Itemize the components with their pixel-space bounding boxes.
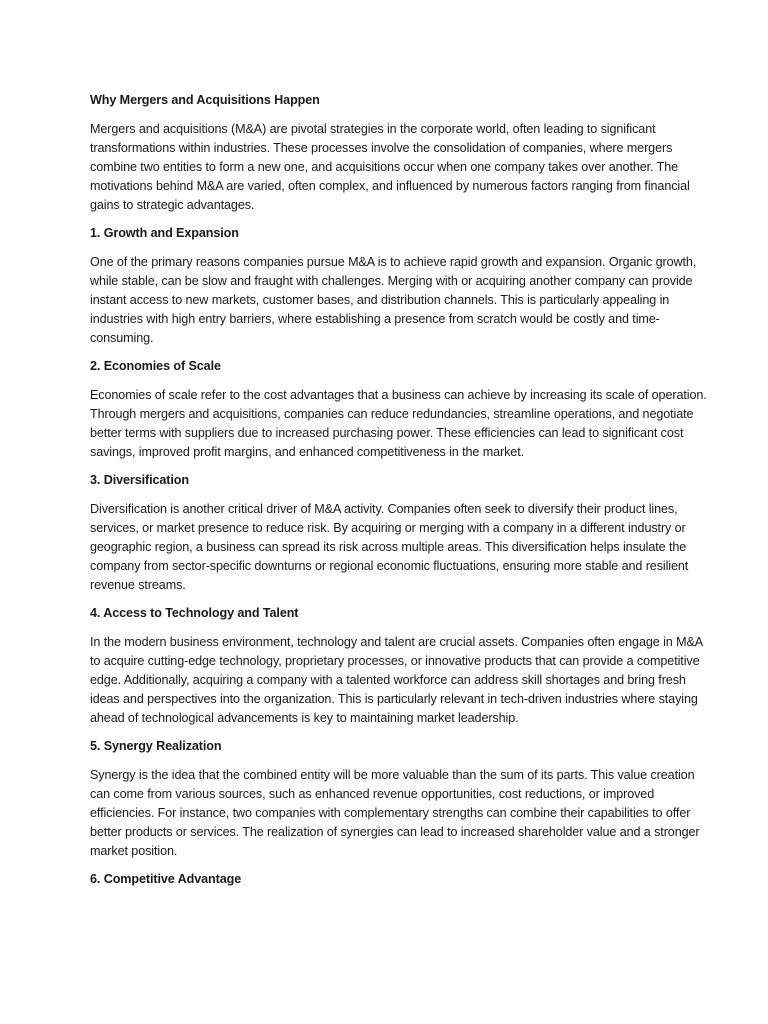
section-body: One of the primary reasons companies pursue M&A is to achieve rapid growth and expansion. Organic growth, while stable, can be slow and fraught with challenges. Merging with or acquiring another company can provide instant access to new markets, customer bases, and distribution channels. This is particularly appealing in industries with high entry barriers, where establishing a presence from scratch would be costly and time-consuming. bbox=[90, 255, 697, 345]
section-heading: 1. Growth and Expansion bbox=[90, 226, 239, 240]
section-heading: 5. Synergy Realization bbox=[90, 739, 222, 753]
section-diversification bbox=[90, 471, 708, 595]
section-growth-expansion bbox=[90, 224, 708, 348]
section-heading: 3. Diversification bbox=[90, 473, 189, 487]
section-body: Economies of scale refer to the cost advantages that a business can achieve by increasing its scale of operation. Through mergers and acquisitions, companies can reduce redundancies, streamline operations, and negotiate better terms with suppliers due to increased purchasing power. These efficiencies can lead to significant cost savings, improved profit margins, and enhanced competitiveness in the market. bbox=[90, 388, 707, 459]
section-heading: 2. Economies of Scale bbox=[90, 359, 221, 373]
section-technology-talent bbox=[90, 604, 708, 728]
section-body: In the modern business environment, technology and talent are crucial assets. Companies often engage in M&A to acquire cutting-edge technology, proprietary processes, or innovative products that can provide a competitive edge. Additionally, acquiring a company with a talented workforce can address skill shortages and bring fresh ideas and perspectives into the organization. This is particularly relevant in tech-driven industries where staying ahead of technological advancements is key to maintaining market leadership. bbox=[90, 635, 703, 725]
section-heading: 6. Competitive Advantage bbox=[90, 872, 242, 886]
section-synergy-realization bbox=[90, 737, 708, 861]
section-heading: 4. Access to Technology and Talent bbox=[90, 606, 299, 620]
document-title: Why Mergers and Acquisitions Happen bbox=[90, 93, 320, 107]
intro-paragraph: Mergers and acquisitions (M&A) are pivotal strategies in the corporate world, often leading to significant transformations within industries. These processes involve the consolidation of companies, where mergers combine two entities to form a new one, and acquisitions occur when one company takes over another. The motivations behind M&A are varied, often complex, and influenced by numerous factors ranging from financial gains to strategic advantages. bbox=[90, 122, 690, 212]
section-body: Synergy is the idea that the combined entity will be more valuable than the sum of its parts. This value creation can come from various sources, such as enhanced revenue opportunities, cost reductions, or improved efficiencies. For instance, two companies with complementary strengths can combine their capabilities to offer better products or services. The realization of synergies can lead to increased shareholder value and a stronger market position. bbox=[90, 768, 700, 858]
section-body: Diversification is another critical driver of M&A activity. Companies often seek to diversify their product lines, services, or market presence to reduce risk. By acquiring or merging with a company in a different industry or geographic region, a business can spread its risk across multiple areas. This diversification helps insulate the company from sector-specific downturns or regional economic fluctuations, ensuring more stable and resilient revenue streams. bbox=[90, 502, 689, 592]
section-competitive-advantage bbox=[90, 870, 708, 889]
section-economies-of-scale bbox=[90, 357, 708, 462]
